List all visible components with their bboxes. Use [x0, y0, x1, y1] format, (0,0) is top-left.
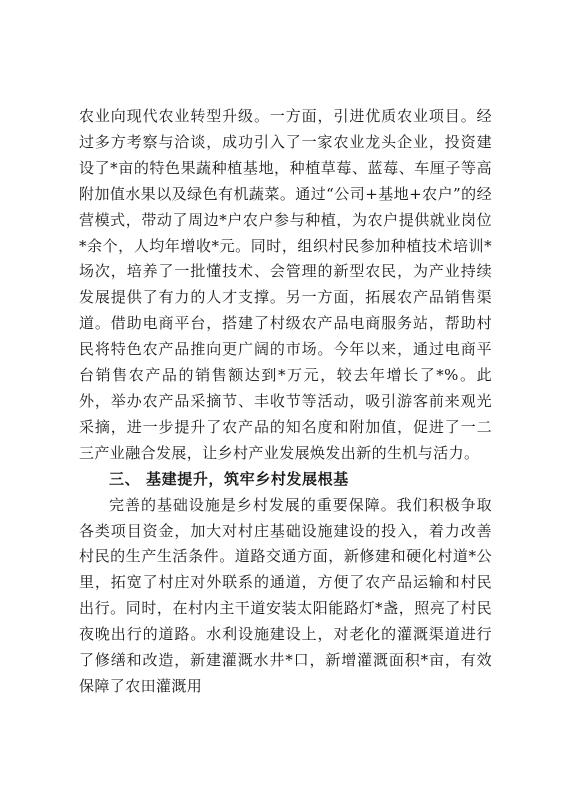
section-heading: 三、 基建提升，筑牢乡村发展根基 — [109, 469, 349, 488]
body-paragraph: 完善的基础设施是乡村发展的重要保障。我们积极争取各类项目资金，加大对村庄基础设施建设的投入，着力改善村民的生产生活条件。道路交通方面，新修建和硬化村道*公里，拓宽了村庄对外联系的通道，方便了农产品运输和村民出行。同时，在村内主干道安装太阳能路灯*盏，照亮了村民夜晚出行的道路。水利设施建设上，对老化的灌溉渠道进行了修缮和改造，新建灌溉水井*口，新增灌溉面积*亩，有效保障了农田灌溉用 — [79, 495, 492, 695]
body-paragraph: 农业向现代农业转型升级。一方面，引进优质农业项目。经过多方考察与洽谈，成功引入了一家农业龙头企业，投资建设了*亩的特色果蔬种植基地，种植草莓、蓝莓、车厘子等高附加值水果以及绿色有机蔬菜。通过“公司+基地+农户”的经营模式，带动了周边*户农户参与种植，为农户提供就业岗位*余个，人均年增收*元。同时，组织村民参加种植技术培训*场次，培养了一批懂技术、会管理的新型农民，为产业持续发展提供了有力的人才支撑。另一方面，拓展农产品销售渠道。借助电商平台，搭建了村级农产品电商服务站，帮助村民将特色农产品推向更广阔的市场。今年以来，通过电商平台销售农产品的销售额达到*万元，较去年增长了*%。此外，举办农产品采摘节、丰收节等活动，吸引游客前来观光采摘，进一步提升了农产品的知名度和附加值，促进了一二三产业融合发展，让乡村产业发展焕发出新的生机与活力。 — [79, 107, 492, 462]
document-body — [79, 104, 492, 700]
